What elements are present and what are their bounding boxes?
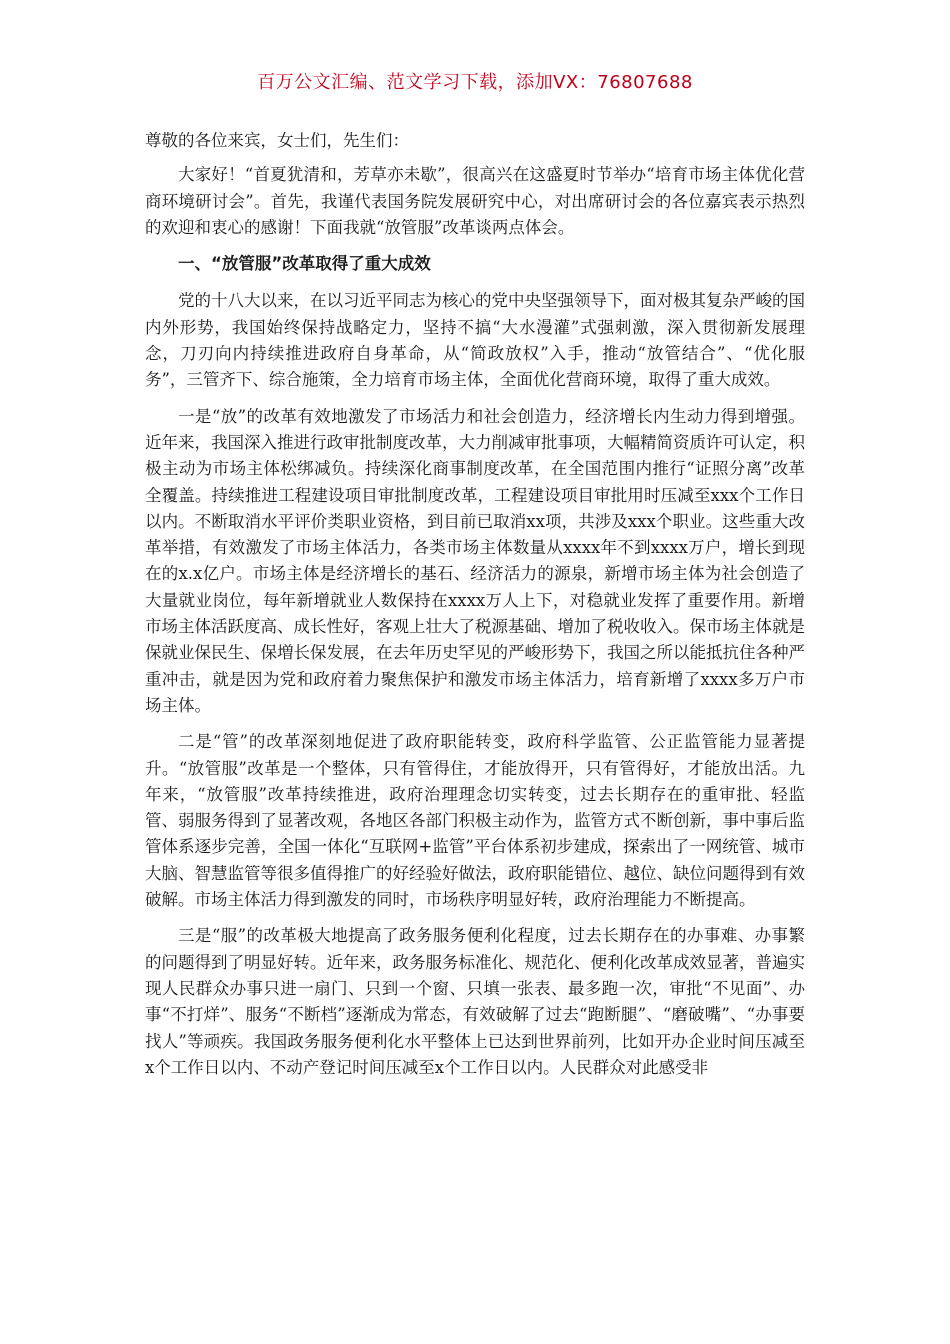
header-banner: 百万公文汇编、范文学习下载，添加VX：76807688: [257, 72, 693, 93]
salutation: 尊敬的各位来宾，女士们，先生们：: [145, 131, 409, 150]
paragraph-guan: 二是“管”的改革深刻地促进了政府职能转变，政府科学监管、公正监管能力显著提升。“放管服”改革是一个整体，只有管得住，才能放得开，只有管得好，才能放出活。九年来，“放管服”改革持续推进，政府治理理念切实转变，过去长期存在的重审批、轻监管、弱服务得到了显著改观，各地区各部门积极主动作为，监管方式不断创新，事中事后监管体系逐步完善，全国一体化“互联网+监管”平台体系初步建成，探索出了一网统管、城市大脑、智慧监管等很多值得推广的好经验好做法，政府职能错位、越位、缺位问题得到有效破解。市场主体活力得到激发的同时，市场秩序明显好转，政府治理能力不断提高。: [145, 732, 805, 910]
paragraph-fang: 一是“放”的改革有效地激发了市场活力和社会创造力，经济增长内生动力得到增强。近年来，我国深入推进行政审批制度改革，大力削减审批事项，大幅精简资质许可认定，积极主动为市场主体松绑减负。持续深化商事制度改革，在全国范围内推行“证照分离”改革全覆盖。持续推进工程建设项目审批制度改革，工程建设项目审批用时压减至xxx个工作日以内。不断取消水平评价类职业资格，到目前已取消xx项，共涉及xxx个职业。这些重大改革举措，有效激发了市场主体活力，各类市场主体数量从xxxx年不到xxxx万户，增长到现在的x.x亿户。市场主体是经济增长的基石、经济活力的源泉，新增市场主体为社会创造了大量就业岗位，每年新增就业人数保持在xxxx万人上下，对稳就业发挥了重要作用。新增市场主体活跃度高、成长性好，客观上壮大了税源基础、增加了税收收入。保市场主体就是保就业保民生、保増长保发展，在去年历史罕见的严峻形势下，我国之所以能抵抗住各种严重冲击，就是因为党和政府着力聚焦保护和激发市场主体活力，培育新增了xxxx多万户市场主体。: [145, 406, 805, 715]
intro-paragraph: 大家好！“首夏犹清和，芳草亦未歇”，很高兴在这盛夏时节举办“培育市场主体优化营商环境研讨会”。首先，我谨代表国务院发展研究中心，对出席研讨会的各位嘉宾表示热烈的欢迎和衷心的感谢！下面我就“放管服”改革谈两点体会。: [145, 165, 805, 237]
paragraph-overview: 党的十八大以来，在以习近平同志为核心的党中央坚强领导下，面对极其复杂严峻的国内外形势，我国始终保持战略定力，坚持不搞“大水漫灌”式强刺激，深入贯彻新发展理念，刀刃向内持续推进政府自身革命，从“简政放权”入手，推动“放管结合”、“优化服务”，三管齐下、综合施策，全力培育市场主体，全面优化营商环境，取得了重大成效。: [145, 291, 805, 390]
section-heading: 一、“放管服”改革取得了重大成效: [178, 254, 431, 274]
paragraph-fu: 三是“服”的改革极大地提高了政务服务便利化程度，过去长期存在的办事难、办事繁的问题得到了明显好转。近年来，政务服务标准化、规范化、便利化改革成效显著，普遍实现人民群众办事只进一扇门、只到一个窗、只填一张表、最多跑一次，审批“不见面”、办事“不打烊”、服务“不断档”逐渐成为常态，有效破解了过去“跑断腿”、“磨破嘴”、“办事要找人”等顽疾。我国政务服务便利化水平整体上已达到世界前列，比如开办企业时间压减至x个工作日以内、不动产登记时间压减至x个工作日以内。人民群众对此感受非: [145, 926, 805, 1077]
document-body: [145, 128, 805, 1091]
